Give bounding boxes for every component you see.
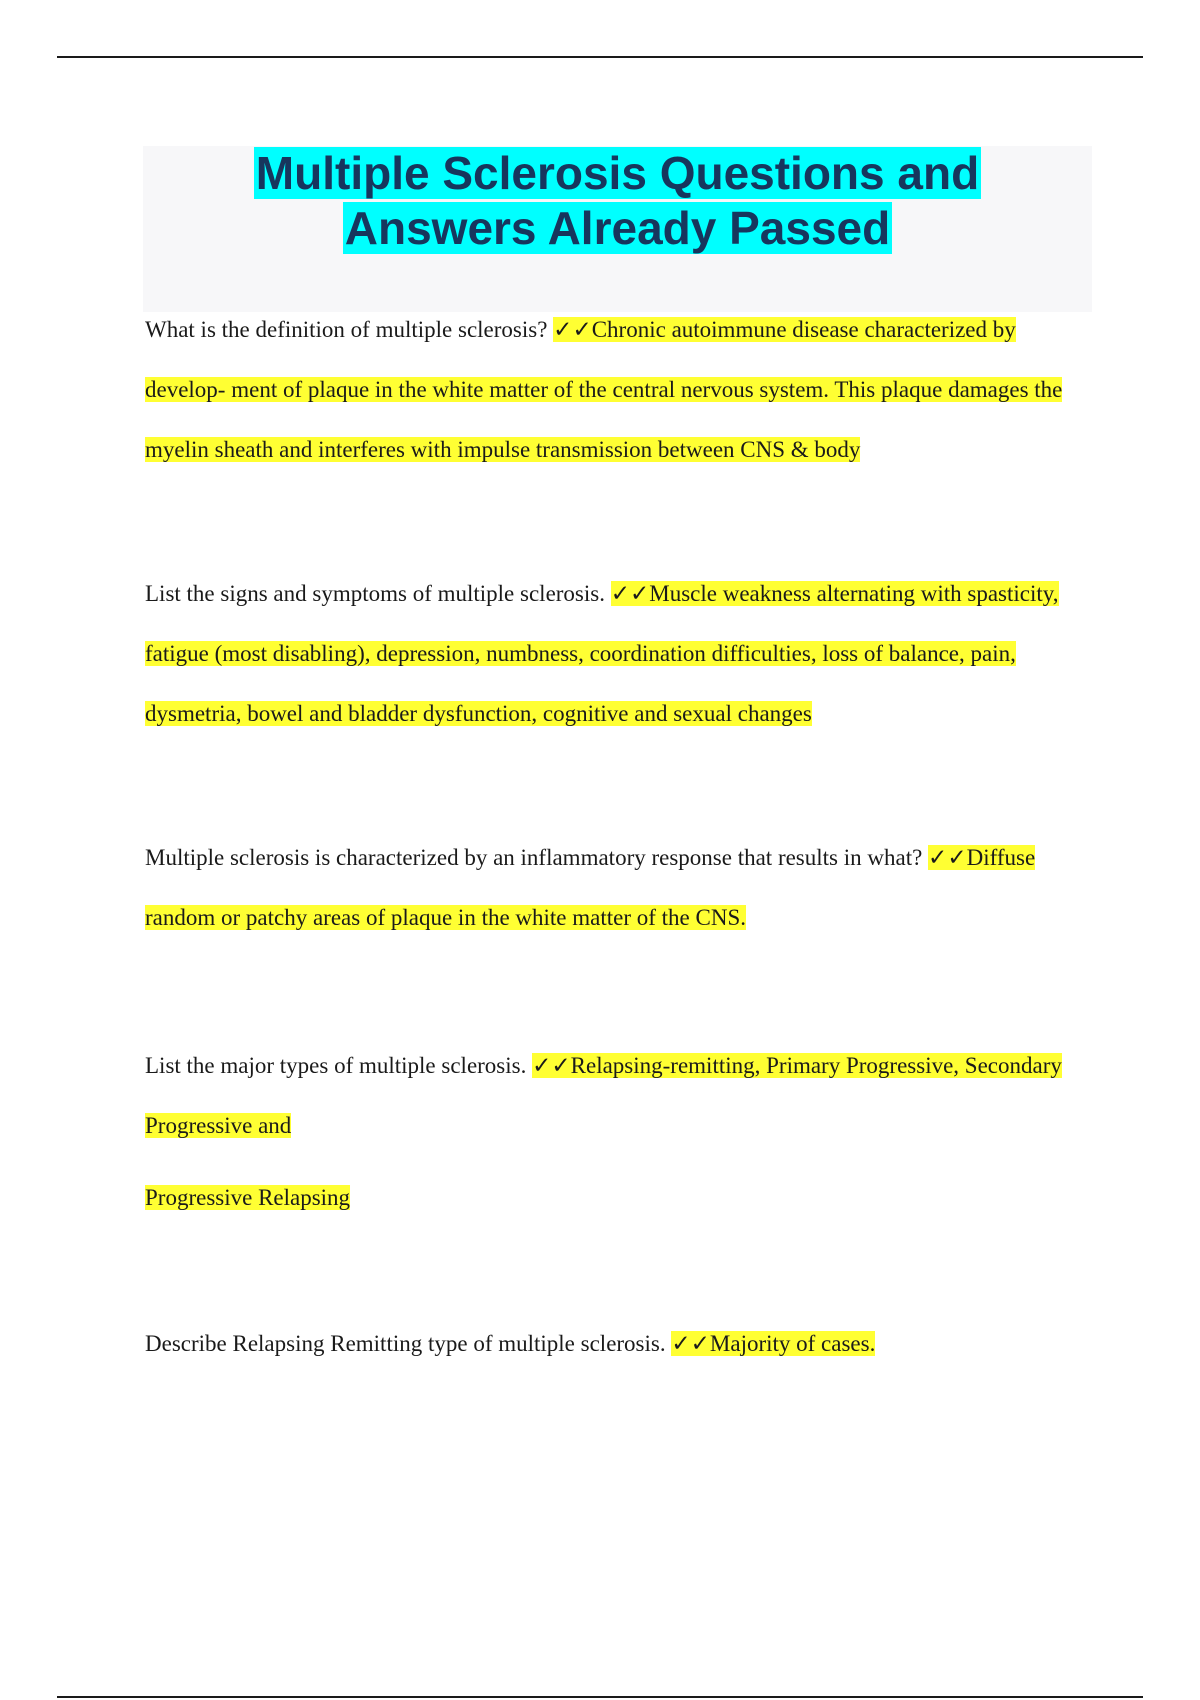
question-text: Describe Relapsing Remitting type of multiple sclerosis. (145, 1331, 666, 1356)
top-rule (57, 56, 1143, 58)
check-mark-icon: ✓✓ (532, 1053, 571, 1078)
answer-text: Chronic autoimmune disease characterized by develop- ment of plaque in the white matter of the central nervous system. This plaque damages the myelin sheath and interferes with impulse transmission between CNS & body (145, 317, 1063, 462)
answer-extra-text: Progressive Relapsing (145, 1185, 351, 1210)
title-line-1: Multiple Sclerosis Questions and (255, 147, 980, 199)
check-mark-icon: ✓✓ (610, 581, 650, 606)
check-mark-icon: ✓✓ (928, 845, 967, 870)
bottom-rule (57, 1696, 1143, 1698)
question-text: List the signs and symptoms of multiple sclerosis. (145, 581, 605, 606)
title-band (143, 146, 1092, 312)
question-text: List the major types of multiple sclerosis. (145, 1053, 527, 1078)
qa-item-3 (145, 828, 1090, 948)
question-text: Multiple sclerosis is characterized by an inflammatory response that results in what? (145, 845, 923, 870)
qa-item-1 (145, 300, 1090, 480)
qa-item-5 (145, 1314, 1090, 1374)
check-mark-icon: ✓✓ (553, 317, 592, 342)
question-text: What is the definition of multiple sclerosis? (145, 317, 548, 342)
page-title (143, 146, 1092, 256)
qa-item-2 (145, 564, 1090, 744)
qa-item-4-continuation (145, 1168, 1090, 1228)
check-mark-icon: ✓✓ (671, 1331, 710, 1356)
answer-text: Majority of cases. (709, 1331, 876, 1356)
qa-item-4 (145, 1036, 1090, 1156)
answer-text: Relapsing-remitting, Primary Progressive, Secondary Progressive and (145, 1053, 1062, 1138)
answer-text: Diffuse random or patchy areas of plaque in the white matter of the CNS. (145, 845, 1036, 930)
title-line-2: Answers Already Passed (344, 202, 891, 254)
answer-text: Muscle weakness alternating with spasticity, fatigue (most disabling), depression, numbness, coordination difficulties, loss of balance, pain, dysmetria, bowel and bladder dysfunction, cognitive and sexual changes (145, 581, 1059, 726)
